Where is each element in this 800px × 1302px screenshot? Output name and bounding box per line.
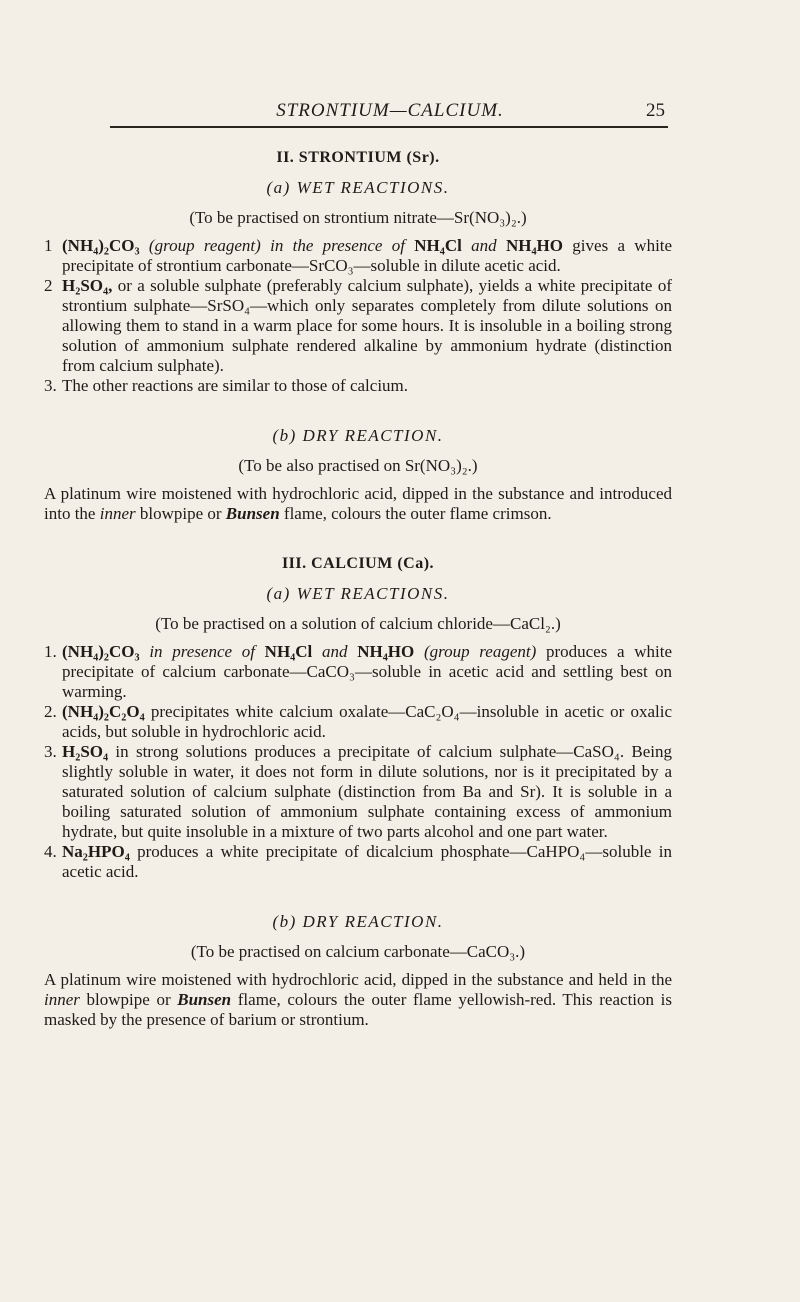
item-number: 2. [44,702,57,721]
calcium-dry-note: (To be practised on calcium carbonate—CaCO₃.) [190,942,526,961]
conjunction: and [321,642,348,661]
strontium-dry-note: (To be also practised on Sr(NO₃)₂.) [238,456,478,475]
formula: NH₄HO [505,236,563,255]
calcium-wet-note: (To be practised on a solution of calcium chloride—CaCl₂.) [155,614,561,633]
group-reagent-note: (group reagent) [423,642,537,661]
strontium-wet-note: (To be practised on strontium nitrate—Sr(NO₃)₂.) [189,208,527,227]
strontium-dry-heading: (b) DRY REACTION. [272,426,444,445]
formula: (NH₄)₂CO₃ [62,236,140,255]
header-rule [110,126,668,128]
calcium-wet-item-4 [44,842,672,882]
formula: (NH₄)₂CO₃ [62,642,140,661]
strontium-wet-item-3 [44,376,672,396]
item-number: 3. [44,376,57,395]
formula: NH₄HO [357,642,415,661]
item-text: gives a white precipitate of strontium carbonate—SrCO₃—soluble in dilute acetic acid. [62,236,673,275]
conjunction: and [471,236,497,255]
strontium-title: II. STRONTIUM (Sr). [276,149,440,166]
calcium-wet-heading: (a) WET REACTIONS. [266,584,450,603]
formula: H₂SO₄, [62,276,113,295]
strontium-wet-item-2 [44,276,672,376]
item-text: produces a white precipitate of dicalcium phosphate—CaHPO₄—soluble in acetic acid. [62,842,672,881]
calcium-wet-item-2 [44,702,672,742]
formula: Na₂HPO₄ [62,842,130,861]
calcium-dry-paragraph: A platinum wire moistened with hydrochloric acid, dipped in the substance and held in the inner blowpipe or Bunsen flame, colours the outer flame yellowish-red. This reaction is masked by the presence of barium or strontium. [44,970,672,1029]
strontium-wet-item-1 [44,236,672,276]
formula: NH₄Cl [264,642,313,661]
calcium-dry-heading: (b) DRY REACTION. [272,912,444,931]
item-number: 4. [44,842,57,861]
item-number: 1. [44,642,57,661]
strontium-dry-paragraph: A platinum wire moistened with hydrochloric acid, dipped in the substance and introduced into the inner blowpipe or Bunsen flame, colours the outer flame crimson. [44,484,672,523]
group-reagent-note: (group reagent) in the presence of [148,236,405,255]
calcium-title: III. CALCIUM (Ca). [281,555,435,572]
item-text: produces a white precipitate of calcium carbonate—CaCO₃—soluble in acetic acid and settling best on warming. [62,642,673,701]
item-text: in strong solutions produces a precipitate of calcium sulphate—CaSO₄. Being slightly soluble in water, it does not form in dilute solutions, nor is it precipitated by a saturated solution of calcium sulphate (distinction from Ba and Sr). It is soluble in a boiling saturated solution of ammonium sulphate containing excess of ammonium hydrate, but quite insoluble in a mixture of two parts alcohol and one part water. [62,742,672,841]
item-text: precipitates white calcium oxalate—CaC₂O₄—insoluble in acetic or oxalic acids, but soluble in hydrochloric acid. [62,702,673,741]
item-number: 1 [44,236,53,255]
item-text: The other reactions are similar to those of calcium. [62,376,409,395]
running-title: STRONTIUM—CALCIUM. [276,100,504,121]
formula: (NH₄)₂C₂O₄ [62,702,145,721]
calcium-wet-item-3 [44,742,672,842]
calcium-wet-item-1 [44,642,672,702]
formula: NH₄Cl [414,236,462,255]
item-number: 2 [44,276,53,295]
strontium-wet-heading: (a) WET REACTIONS. [266,178,450,197]
presence-note: in presence of [149,642,255,661]
item-number: 3. [44,742,57,761]
page-number: 25 [646,100,665,121]
page-content [44,140,672,1030]
item-text: or a soluble sulphate (preferably calcium sulphate), yields a white precipitate of strontium sulphate—SrSO₄—which only separates completely from dilute solutions on allowing them to stand in a warm place for some hours. It is insoluble in a boiling strong solution of ammonium sulphate rendered alkaline by ammonium hydrate (distinction from calcium sulphate). [62,276,672,375]
formula: H₂SO₄ [62,742,109,761]
